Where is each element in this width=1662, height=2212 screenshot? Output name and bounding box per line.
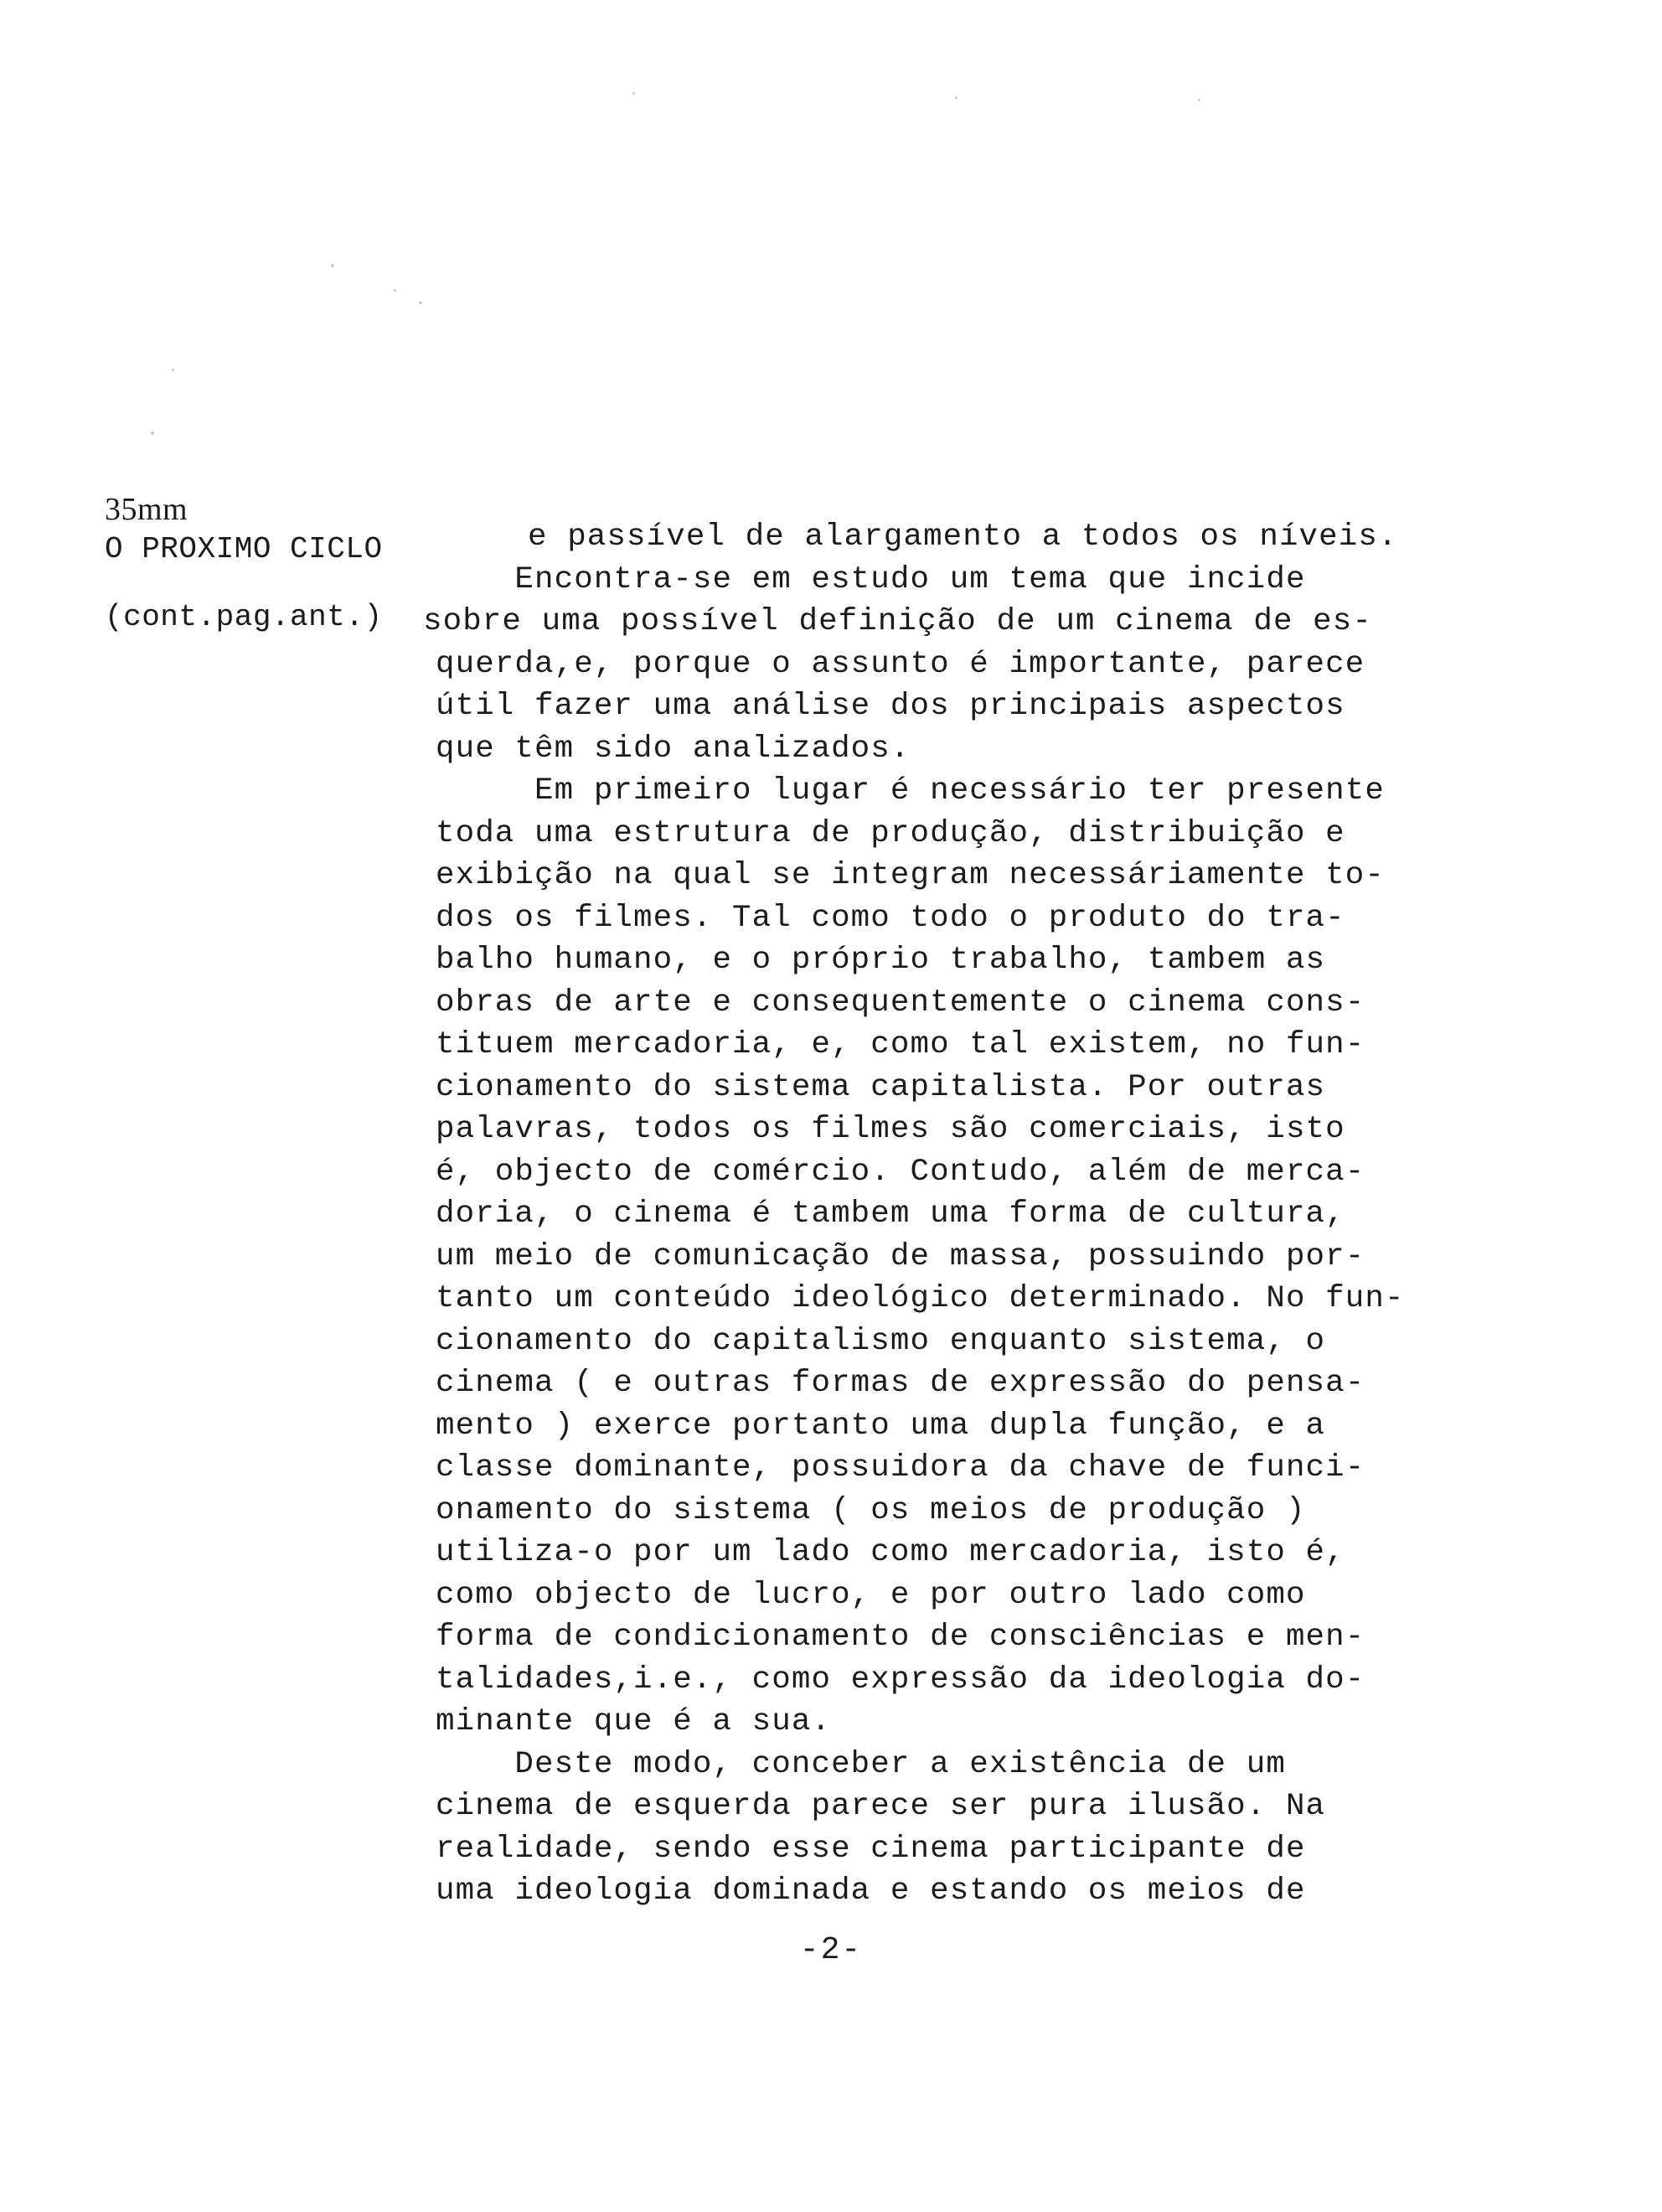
scan-speck	[1198, 99, 1200, 101]
scan-speck	[632, 92, 635, 95]
article-line: utiliza-o por um lado como mercadoria, isto é,	[436, 1535, 1345, 1570]
article-line: cionamento do sistema capitalista. Por outras	[436, 1069, 1326, 1105]
issue-label: 35mm	[105, 492, 188, 527]
scan-speck	[394, 289, 396, 292]
article-line: Deste modo, conceber a existência de um	[436, 1746, 1286, 1782]
article-line: Encontra-se em estudo um tema que incide	[436, 561, 1306, 597]
article-line: dos os filmes. Tal como todo o produto do tra-	[436, 900, 1345, 936]
scan-speck	[419, 302, 422, 304]
article-line: obras de arte e consequentemente o cinema cons-	[436, 985, 1365, 1021]
article-body	[423, 516, 1525, 1913]
section-title: O PROXIMO CICLO	[105, 532, 383, 566]
article-line: útil fazer uma análise dos principais aspectos	[436, 689, 1345, 724]
article-line: palavras, todos os filmes são comerciais, isto	[436, 1112, 1345, 1147]
article-line: forma de condicionamento de consciências e men-	[436, 1620, 1365, 1655]
article-line: um meio de comunicação de massa, possuindo por-	[436, 1238, 1365, 1274]
page-number: -2-	[799, 1932, 863, 1968]
scan-speck	[955, 96, 957, 99]
article-line: talidades,i.e., como expressão da ideologia do-	[436, 1662, 1365, 1698]
article-line: é, objecto de comércio. Contudo, além de merca-	[436, 1154, 1365, 1190]
article-line: e passível de alargamento a todos os níveis.	[528, 519, 1398, 555]
continued-note: (cont.pag.ant.)	[105, 600, 383, 634]
article-line: cinema de esquerda parece ser pura ilusão. Na	[436, 1789, 1326, 1824]
article-line: exibição na qual se integram necessáriamente to-	[436, 858, 1385, 893]
article-line: doria, o cinema é tambem uma forma de cultura,	[436, 1196, 1345, 1232]
article-line: mento ) exerce portanto uma dupla função, e a	[436, 1408, 1326, 1444]
article-line: querda,e, porque o assunto é importante, parece	[436, 646, 1365, 682]
article-line: tituem mercadoria, e, como tal existem, no fun-	[436, 1027, 1365, 1062]
scan-speck	[172, 369, 174, 371]
article-line: classe dominante, possuidora da chave de funci-	[436, 1450, 1365, 1486]
article-line: uma ideologia dominada e estando os meios de	[436, 1873, 1306, 1909]
article-line: sobre uma possível definição de um cinema de es-	[423, 604, 1372, 639]
scan-speck	[331, 264, 334, 267]
article-line: realidade, sendo esse cinema participante de	[436, 1831, 1306, 1867]
article-line: onamento do sistema ( os meios de produção )	[436, 1492, 1306, 1528]
scan-speck	[151, 432, 154, 435]
article-line: tanto um conteúdo ideológico determinado. No fun-	[436, 1281, 1405, 1316]
article-line: cionamento do capitalismo enquanto sistema, o	[436, 1323, 1326, 1359]
article-line: Em primeiro lugar é necessário ter presente	[436, 773, 1385, 809]
article-line: que têm sido analizados.	[436, 731, 911, 767]
article-line: cinema ( e outras formas de expressão do pensa-	[436, 1366, 1365, 1401]
article-line: toda uma estrutura de produção, distribuição e	[436, 815, 1345, 851]
article-line: balho humano, e o próprio trabalho, tambem as	[436, 943, 1326, 978]
article-line: minante que é a sua.	[436, 1704, 832, 1739]
article-line: como objecto de lucro, e por outro lado como	[436, 1577, 1306, 1613]
